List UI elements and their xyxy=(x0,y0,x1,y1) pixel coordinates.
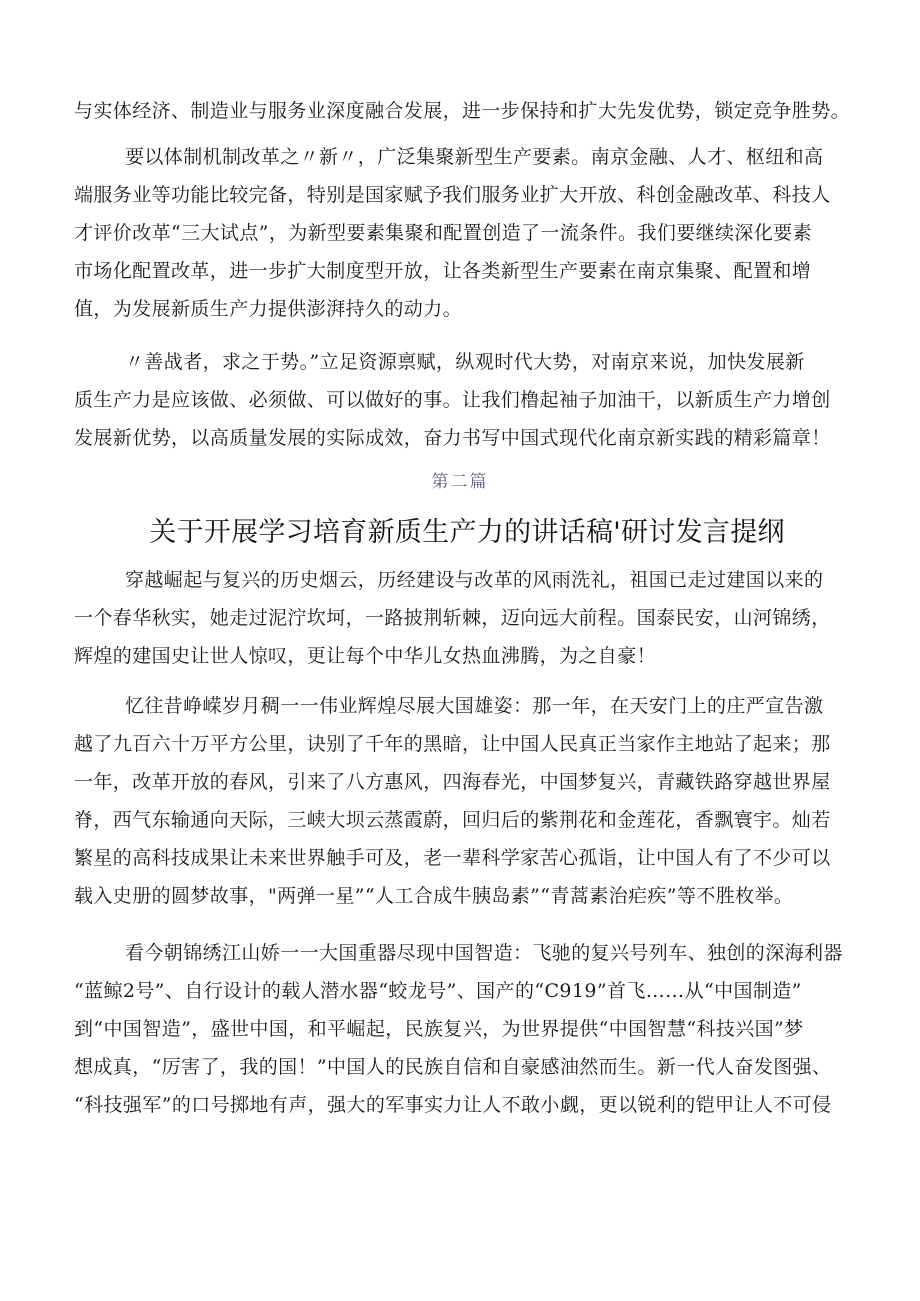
text-line: 一年，改革开放的春风，引来了八方惠风，四海春光，中国梦复兴，青藏铁路穿越世界屋 xyxy=(74,771,831,793)
text-line: 穿越崛起与复兴的历史烟云，历经建设与改革的风雨洗礼，祖国已走过建国以来的 xyxy=(125,569,824,591)
text-line: 辉煌的建国史让世人惊叹，更让每个中华儿女热血沸腾，为之自豪！ xyxy=(74,645,657,667)
section-label: 第二篇 xyxy=(431,472,489,492)
text-line: 想成真，“厉害了，我的国！”中国人的民族自信和自豪感油然而生。新一代人奋发图强、 xyxy=(74,1056,832,1078)
text-line: 忆往昔峥嵘岁月稠一一伟业辉煌尽展大国雄姿：那一年，在天安门上的庄严宣告激 xyxy=(125,695,824,717)
text-line: 与实体经济、制造业与服务业深度融合发展，进一步保持和扩大先发优势，锁定竞争胜势。 xyxy=(74,100,851,122)
text-line: “科技强军”的口号掷地有声，强大的军事实力让人不敢小觑，更以锐利的铠甲让人不可侵 xyxy=(74,1094,832,1116)
text-line: 越了九百六十万平方公里，诀别了千年的黑暗，让中国人民真正当家作主地站了起来；那 xyxy=(74,733,831,755)
text-line: 脊，西气东输通向天际，三峡大坝云蒸霞蔚，回归后的紫荆花和金莲花，香飘寰宇。灿若 xyxy=(74,809,831,831)
text-line: 一个春华秋实，她走过泥泞坎坷，一路披荆斩棘，迈向远大前程。国泰民安，山河锦绣， xyxy=(74,607,831,629)
text-line: 要以体制机制改革之〃新〃，广泛集聚新型生产要素。南京金融、人才、枢纽和高 xyxy=(125,146,824,168)
text-line: 载入史册的圆梦故事，"两弹一星”“人工合成牛胰岛素”“青蒿素治疟疾”等不胜枚举。 xyxy=(74,885,794,907)
text-line: 端服务业等功能比较完备，特别是国家赋予我们服务业扩大开放、科创金融改革、科技人 xyxy=(74,184,831,206)
text-line: 质生产力是应该做、必须做、可以做好的事。让我们橹起袖子加油干，以新质生产力增创 xyxy=(74,389,831,411)
text-line: “蓝鲸2号”、自行设计的载人潜水器“蛟龙号”、国产的“C919”首飞……从“中国制造” xyxy=(74,980,802,1002)
text-line: 市场化配置改革，进一步扩大制度型开放，让各类新型生产要素在南京集聚、配置和增 xyxy=(74,260,812,282)
text-line: 繁星的高科技成果让未来世界触手可及，老一辈科学家苦心孤诣，让中国人有了不少可以 xyxy=(74,847,831,869)
text-line: 才评价改革“三大试点”，为新型要素集聚和配置创造了一流条件。我们要继续深化要素 xyxy=(74,222,813,244)
text-line: 看今朝锦绣江山娇一一大国重器尽现中国智造：飞驰的复兴号列车、独创的深海利器 xyxy=(125,942,843,964)
page-title: 关于开展学习培育新质生产力的讲话稿'研讨发言提纲 xyxy=(149,517,785,548)
text-line: 值，为发展新质生产力提供澎湃持久的动力。 xyxy=(74,298,463,320)
text-line: 〃善战者，求之于势。”立足资源禀赋，纵观时代大势，对南京来说，加快发展新 xyxy=(125,351,805,373)
text-line: 到“中国智造”，盛世中国，和平崛起，民族复兴，为世界提供“中国智慧“科技兴国”梦 xyxy=(74,1018,804,1040)
text-line: 发展新优势，以高质量发展的实际成效，奋力书写中国式现代化南京新实践的精彩篇章！ xyxy=(74,427,831,449)
